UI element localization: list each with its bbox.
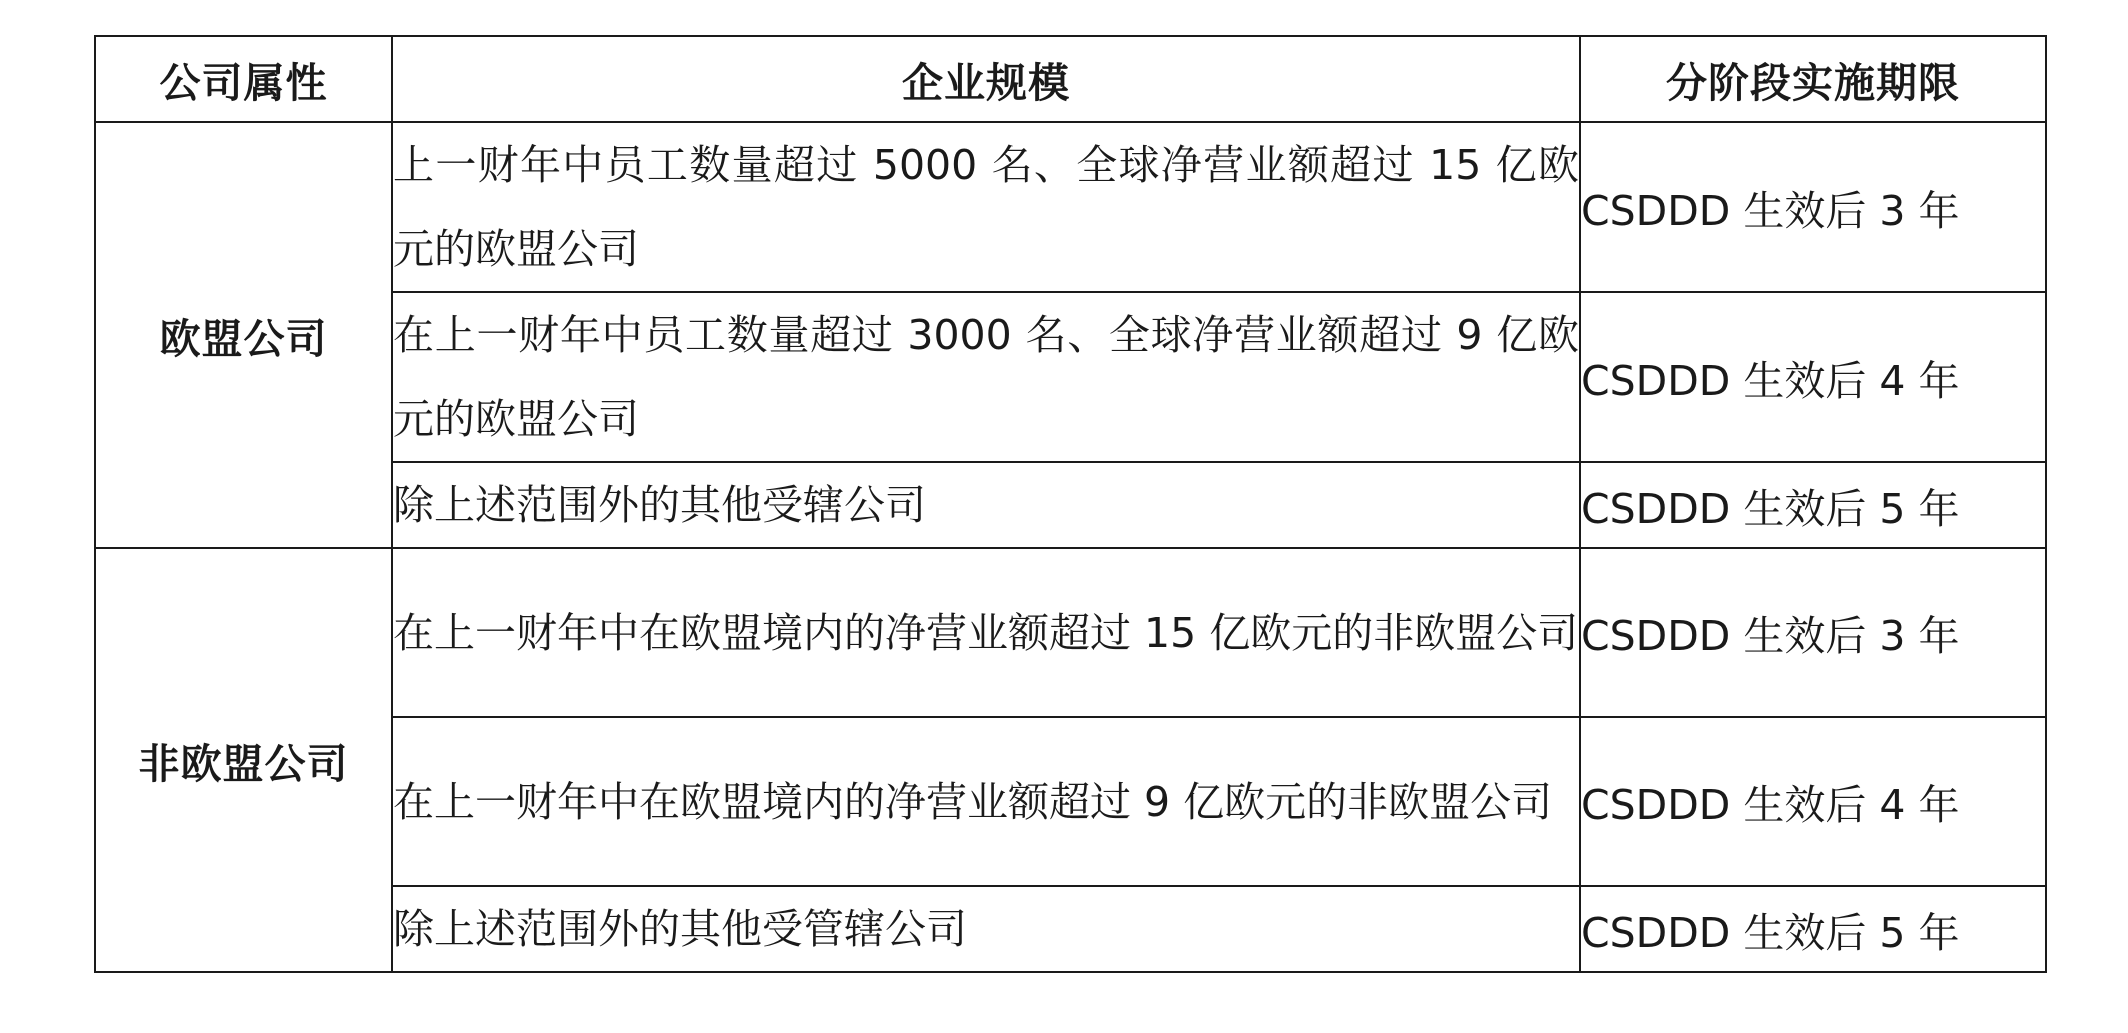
header-company-attribute: 公司属性 [95,36,392,122]
header-company-scale: 企业规模 [392,36,1580,122]
period-cell: CSDDD 生效后 4 年 [1580,717,2046,886]
header-implementation-period: 分阶段实施期限 [1580,36,2046,122]
attribute-cell-non-eu: 非欧盟公司 [95,548,392,972]
scale-cell: 除上述范围外的其他受辖公司 [392,462,1580,548]
scale-cell: 上一财年中员工数量超过 5000 名、全球净营业额超过 15 亿欧元的欧盟公司 [392,122,1580,292]
scale-cell: 在上一财年中在欧盟境内的净营业额超过 15 亿欧元的非欧盟公司 [392,548,1580,717]
header-row [95,36,2046,122]
period-cell: CSDDD 生效后 5 年 [1580,886,2046,972]
attribute-cell-eu: 欧盟公司 [95,122,392,548]
scale-cell: 除上述范围外的其他受管辖公司 [392,886,1580,972]
scale-cell: 在上一财年中在欧盟境内的净营业额超过 9 亿欧元的非欧盟公司 [392,717,1580,886]
table-row [95,548,2046,717]
scale-cell: 在上一财年中员工数量超过 3000 名、全球净营业额超过 9 亿欧元的欧盟公司 [392,292,1580,462]
period-cell: CSDDD 生效后 5 年 [1580,462,2046,548]
table-row [95,122,2046,292]
period-cell: CSDDD 生效后 3 年 [1580,122,2046,292]
period-cell: CSDDD 生效后 4 年 [1580,292,2046,462]
implementation-phase-table [94,35,2047,973]
period-cell: CSDDD 生效后 3 年 [1580,548,2046,717]
